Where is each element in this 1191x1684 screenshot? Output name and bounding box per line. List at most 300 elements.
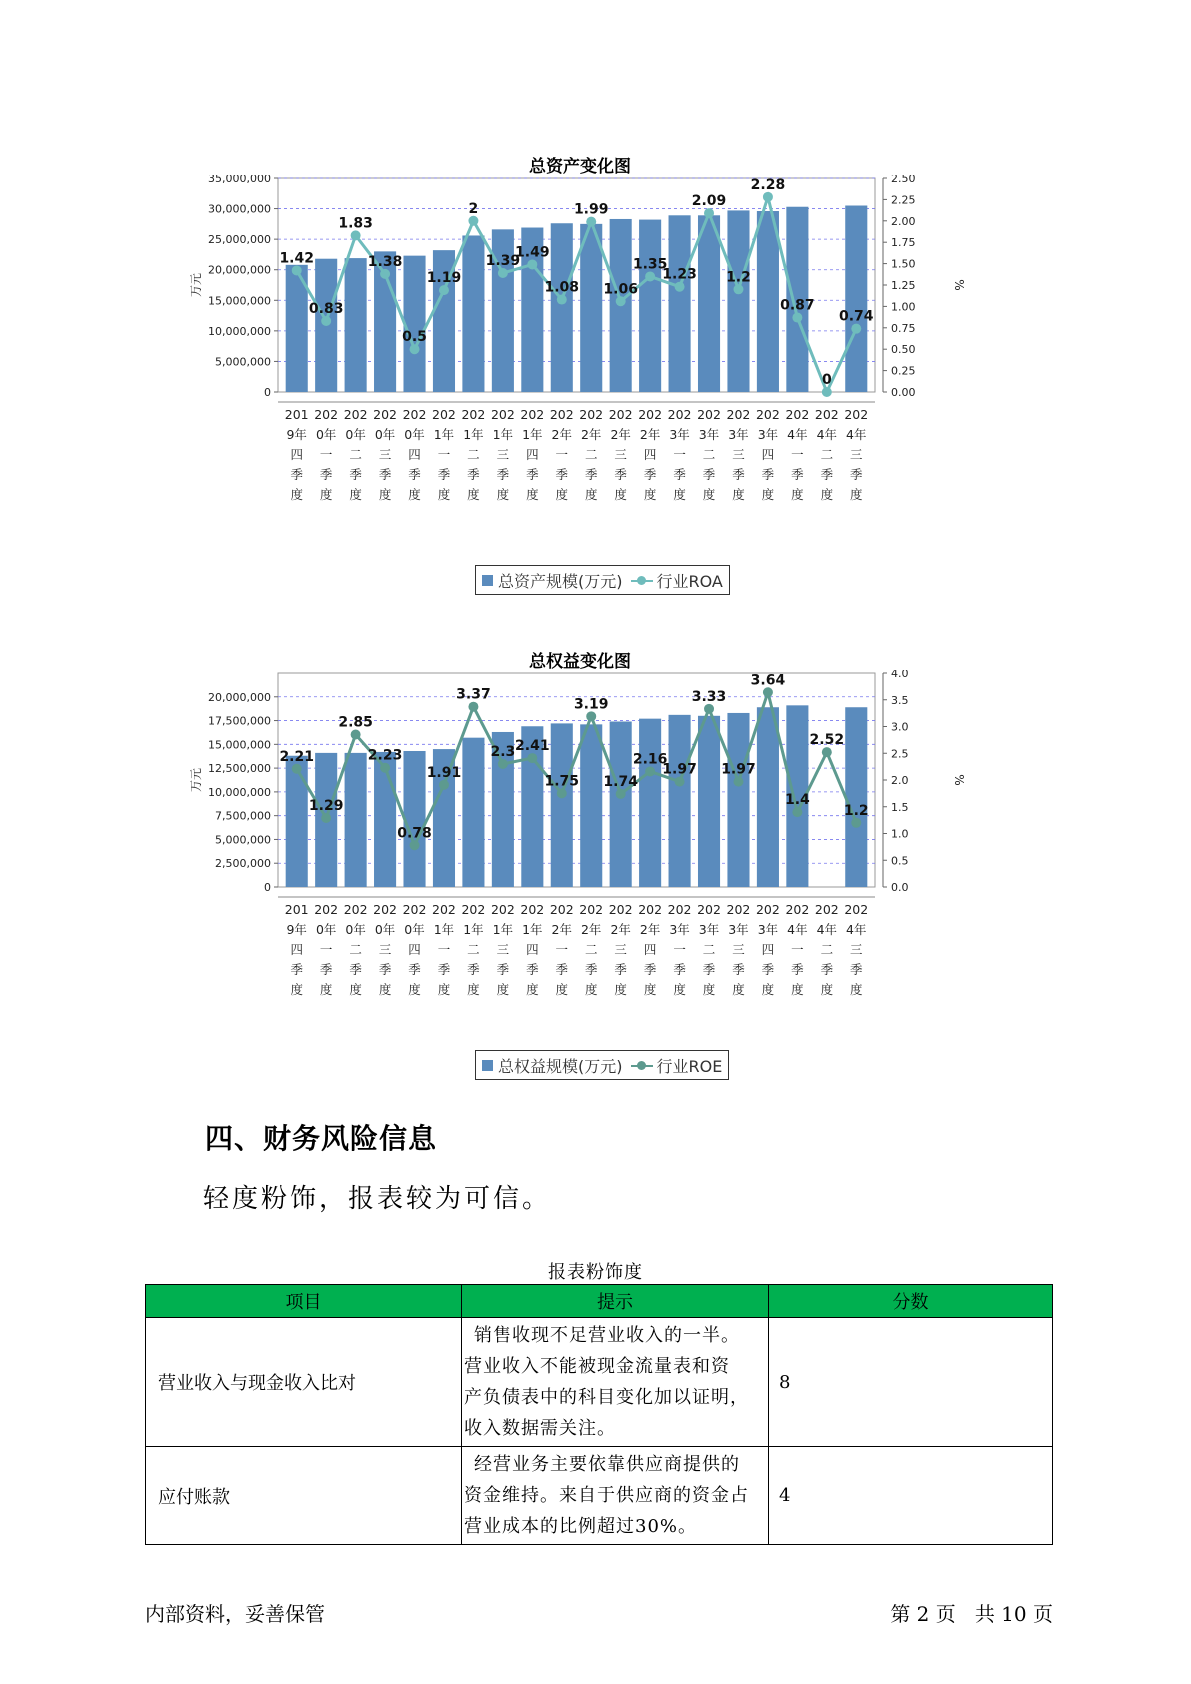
data-label: 1.23 xyxy=(662,266,697,283)
x-tick-label: 四 xyxy=(643,942,657,957)
x-tick-label: 3年 xyxy=(669,922,690,937)
data-label: 0.5 xyxy=(402,329,427,346)
risk-summary: 轻度粉饰，报表较为可信。 xyxy=(203,1184,552,1214)
x-tick-label: 202 xyxy=(697,902,721,917)
bar xyxy=(580,224,602,392)
x-tick-label: 202 xyxy=(814,407,839,422)
data-label: 3.19 xyxy=(573,696,609,713)
x-tick-label: 度 xyxy=(850,982,863,997)
x-tick-label: 度 xyxy=(437,982,451,997)
x-tick-label: 度 xyxy=(319,982,333,997)
x-tick-label: 202 xyxy=(755,407,780,422)
row-item: 应付账款 xyxy=(146,1447,462,1545)
table-header-row xyxy=(146,1285,1053,1318)
x-tick-label: 三 xyxy=(850,942,863,957)
legend-bar-swatch xyxy=(482,1060,493,1071)
data-label: 1.75 xyxy=(544,773,580,790)
x-tick-label: 度 xyxy=(378,982,392,997)
x-tick-label: 202 xyxy=(785,902,810,917)
x-tick-label: 0年 xyxy=(315,427,337,442)
x-tick-label: 3年 xyxy=(669,427,690,442)
x-tick-label: 1年 xyxy=(522,922,543,937)
x-tick-label: 202 xyxy=(314,902,339,917)
row-hint xyxy=(462,1318,769,1447)
y-tick-label: 2,500,000 xyxy=(215,857,271,871)
x-tick-label: 季 xyxy=(673,962,686,977)
x-tick-label: 季 xyxy=(761,467,775,482)
y2-tick-label: 2.50 xyxy=(891,175,916,185)
data-label: 2.52 xyxy=(809,732,845,749)
line-point xyxy=(822,747,832,757)
x-tick-label: 季 xyxy=(467,962,480,977)
risk-table xyxy=(145,1284,1053,1545)
bar xyxy=(698,716,720,887)
x-tick-label: 2年 xyxy=(580,922,602,937)
legend-line-label: 行业ROA xyxy=(656,571,723,591)
bar xyxy=(845,206,867,392)
x-tick-label: 三 xyxy=(496,942,510,957)
data-label: 2.85 xyxy=(338,714,373,731)
y-axis-title: 万元 xyxy=(189,272,203,298)
x-tick-label: 度 xyxy=(614,487,627,502)
bar xyxy=(286,756,308,887)
line-point xyxy=(586,711,596,721)
x-tick-label: 202 xyxy=(549,407,574,422)
data-label: 1.49 xyxy=(515,244,550,261)
data-label: 1.42 xyxy=(279,250,314,267)
x-tick-label: 季 xyxy=(850,467,863,482)
x-tick-label: 202 xyxy=(461,407,486,422)
line-point xyxy=(292,265,302,275)
x-tick-label: 202 xyxy=(520,407,545,422)
data-label: 1.74 xyxy=(603,773,638,790)
x-tick-label: 3年 xyxy=(757,427,779,442)
x-tick-label: 202 xyxy=(579,902,604,917)
data-label: 0.74 xyxy=(839,308,874,325)
x-tick-label: 二 xyxy=(349,447,362,462)
bar xyxy=(727,713,749,887)
y2-tick-label: 1.0 xyxy=(891,827,909,841)
x-tick-label: 四 xyxy=(526,942,539,957)
bar xyxy=(757,211,779,392)
bar xyxy=(551,723,573,887)
x-tick-label: 季 xyxy=(614,467,627,482)
line-point xyxy=(498,268,508,278)
x-tick-label: 度 xyxy=(584,487,598,502)
x-tick-label: 季 xyxy=(555,962,569,977)
data-label: 1.97 xyxy=(721,761,756,778)
x-tick-label: 季 xyxy=(378,962,392,977)
x-tick-label: 四 xyxy=(526,447,539,462)
line-point xyxy=(321,316,331,326)
x-tick-label: 0年 xyxy=(404,427,425,442)
y-tick-label: 20,000,000 xyxy=(208,263,271,277)
x-tick-label: 季 xyxy=(791,467,804,482)
line-point xyxy=(527,259,537,269)
x-tick-label: 四 xyxy=(643,447,657,462)
header-score: 分数 xyxy=(769,1285,1053,1318)
x-tick-label: 一 xyxy=(673,447,686,462)
row-hint xyxy=(462,1447,769,1545)
hint-line: 销售收现不足营业收入的一半。 xyxy=(474,1325,740,1346)
y2-tick-label: 1.25 xyxy=(891,279,916,292)
bar xyxy=(757,707,779,887)
x-tick-label: 三 xyxy=(614,447,627,462)
row-score: 8 xyxy=(769,1318,1053,1447)
y2-tick-label: 0.75 xyxy=(891,321,916,335)
x-tick-label: 二 xyxy=(584,447,598,462)
x-tick-label: 202 xyxy=(755,902,780,917)
x-tick-label: 度 xyxy=(526,982,539,997)
x-tick-label: 202 xyxy=(726,902,751,917)
x-tick-label: 202 xyxy=(490,902,515,917)
x-tick-label: 度 xyxy=(820,487,834,502)
x-tick-label: 2年 xyxy=(639,427,661,442)
x-tick-label: 度 xyxy=(496,982,510,997)
bar xyxy=(580,724,602,887)
chart-title: 总资产变化图 xyxy=(529,157,631,177)
x-tick-label: 一 xyxy=(791,942,804,957)
x-tick-label: 度 xyxy=(791,982,804,997)
data-label: 1.91 xyxy=(426,764,462,781)
x-tick-label: 一 xyxy=(319,942,333,957)
data-label: 1.35 xyxy=(632,256,668,273)
x-tick-label: 度 xyxy=(850,487,863,502)
x-tick-label: 1年 xyxy=(492,427,514,442)
x-tick-label: 202 xyxy=(314,407,339,422)
y2-tick-label: 2.5 xyxy=(891,747,909,761)
x-tick-label: 季 xyxy=(820,467,834,482)
legend-bar-label: 总权益规模(万元) xyxy=(498,1056,623,1076)
x-tick-label: 度 xyxy=(732,487,745,502)
line-point xyxy=(616,789,626,799)
bar xyxy=(669,215,691,392)
x-tick-label: 度 xyxy=(526,487,539,502)
line-point xyxy=(351,730,361,740)
data-label: 0 xyxy=(821,372,832,388)
x-tick-label: 季 xyxy=(584,962,598,977)
x-tick-label: 202 xyxy=(402,407,427,422)
x-tick-label: 202 xyxy=(608,407,633,422)
x-tick-label: 202 xyxy=(402,902,427,917)
x-tick-label: 季 xyxy=(850,962,863,977)
line-point xyxy=(733,284,743,294)
y-tick-label: 5,000,000 xyxy=(215,355,271,369)
chart-title: 总权益变化图 xyxy=(529,652,631,672)
data-label: 1.29 xyxy=(308,797,344,814)
bar xyxy=(669,715,691,887)
x-tick-label: 3年 xyxy=(698,427,720,442)
x-tick-label: 季 xyxy=(319,467,333,482)
x-tick-label: 度 xyxy=(496,487,510,502)
line-point xyxy=(645,766,655,776)
y-tick-label: 20,000,000 xyxy=(208,690,271,704)
y2-tick-label: 0.00 xyxy=(891,386,916,399)
x-tick-label: 202 xyxy=(697,407,721,422)
chart-legend xyxy=(475,1050,729,1080)
hint-line: 资金维持。来自于供应商的资金占 xyxy=(464,1485,749,1506)
x-tick-label: 度 xyxy=(614,982,627,997)
x-tick-label: 季 xyxy=(702,962,716,977)
x-tick-label: 度 xyxy=(290,487,303,502)
x-tick-label: 季 xyxy=(643,962,657,977)
line-point xyxy=(557,295,567,305)
x-tick-label: 度 xyxy=(467,487,480,502)
x-tick-label: 季 xyxy=(496,467,510,482)
x-tick-label: 202 xyxy=(814,902,839,917)
data-label: 1.83 xyxy=(338,215,373,232)
y2-tick-label: 0.5 xyxy=(891,854,909,868)
x-tick-label: 9年 xyxy=(286,427,307,442)
x-tick-label: 202 xyxy=(844,407,869,422)
data-label: 3.64 xyxy=(750,672,786,689)
total-assets-chart-svg xyxy=(170,175,1000,575)
bar xyxy=(551,223,573,392)
x-tick-label: 季 xyxy=(408,962,421,977)
x-tick-label: 1年 xyxy=(433,922,455,937)
chart-legend xyxy=(475,565,730,595)
y-tick-label: 15,000,000 xyxy=(208,294,271,308)
x-tick-label: 一 xyxy=(791,447,804,462)
x-tick-label: 季 xyxy=(526,467,539,482)
legend-bar-label: 总资产规模(万元) xyxy=(498,571,623,591)
x-tick-label: 0年 xyxy=(345,427,366,442)
x-tick-label: 季 xyxy=(467,467,480,482)
x-tick-label: 季 xyxy=(437,962,451,977)
x-tick-label: 四 xyxy=(761,942,775,957)
x-tick-label: 0年 xyxy=(374,922,396,937)
y2-tick-label: 1.75 xyxy=(891,236,916,250)
y-axis-title: 万元 xyxy=(189,767,203,793)
bar xyxy=(403,751,425,887)
data-label: 2.23 xyxy=(367,747,403,764)
data-label: 2.21 xyxy=(279,748,314,765)
x-tick-label: 二 xyxy=(702,942,716,957)
data-label: 1.2 xyxy=(726,269,751,286)
x-tick-label: 二 xyxy=(349,942,362,957)
total-equity-chart xyxy=(170,640,1000,1090)
data-label: 2.41 xyxy=(515,738,550,755)
x-tick-label: 度 xyxy=(408,487,421,502)
hint-line: 收入数据需关注。 xyxy=(464,1418,616,1439)
x-tick-label: 202 xyxy=(373,902,398,917)
bar xyxy=(610,722,632,887)
y2-tick-label: 1.5 xyxy=(891,800,909,814)
y-tick-label: 25,000,000 xyxy=(208,233,271,247)
x-tick-label: 202 xyxy=(667,407,692,422)
x-tick-label: 一 xyxy=(437,447,451,462)
line-point xyxy=(704,704,714,714)
x-tick-label: 度 xyxy=(467,982,480,997)
header-item: 项目 xyxy=(146,1285,462,1318)
line-point xyxy=(675,777,685,787)
line-point xyxy=(351,230,361,240)
line-point xyxy=(792,807,802,817)
data-label: 3.33 xyxy=(691,688,727,705)
y2-tick-label: 0.50 xyxy=(891,343,916,357)
x-tick-label: 3年 xyxy=(728,427,749,442)
x-tick-label: 度 xyxy=(673,487,686,502)
x-tick-label: 季 xyxy=(290,962,303,977)
legend-line-label: 行业ROE xyxy=(656,1056,723,1076)
x-tick-label: 一 xyxy=(437,942,451,957)
data-label: 1.06 xyxy=(603,281,638,298)
hint-line: 经营业务主要依靠供应商提供的 xyxy=(474,1454,740,1475)
bar xyxy=(727,210,749,392)
x-tick-label: 9年 xyxy=(286,922,307,937)
x-tick-label: 2年 xyxy=(551,922,573,937)
row-score: 4 xyxy=(769,1447,1053,1545)
x-tick-label: 1年 xyxy=(463,922,484,937)
x-tick-label: 4年 xyxy=(816,427,838,442)
x-tick-label: 202 xyxy=(461,902,486,917)
x-tick-label: 202 xyxy=(373,407,398,422)
line-point xyxy=(439,780,449,790)
line-point xyxy=(733,777,743,787)
data-label: 1.38 xyxy=(367,253,403,270)
x-tick-label: 季 xyxy=(496,962,510,977)
x-tick-label: 三 xyxy=(732,942,745,957)
data-label: 1.39 xyxy=(485,253,521,270)
data-label: 0.83 xyxy=(308,300,344,317)
x-tick-label: 202 xyxy=(520,902,545,917)
row-item: 营业收入与现金收入比对 xyxy=(146,1318,462,1447)
y2-tick-label: 0.25 xyxy=(891,364,916,378)
y-tick-label: 7,500,000 xyxy=(215,809,271,823)
data-label: 2 xyxy=(468,200,479,217)
y2-tick-label: 4.0 xyxy=(891,670,909,680)
line-point xyxy=(380,269,390,279)
bar xyxy=(639,719,661,887)
x-tick-label: 三 xyxy=(378,447,392,462)
x-tick-label: 2年 xyxy=(580,427,602,442)
line-point xyxy=(616,296,626,306)
x-tick-label: 201 xyxy=(284,407,309,422)
line-point xyxy=(792,313,802,323)
hint-line: 营业成本的比例超过30%。 xyxy=(464,1516,698,1537)
x-tick-label: 1年 xyxy=(433,427,455,442)
x-tick-label: 2年 xyxy=(610,922,631,937)
hint-line: 产负债表中的科目变化加以证明， xyxy=(464,1387,749,1408)
line-point xyxy=(468,702,478,712)
data-label: 2.3 xyxy=(490,743,516,760)
x-tick-label: 3年 xyxy=(757,922,779,937)
x-tick-label: 季 xyxy=(349,467,362,482)
legend-line-swatch xyxy=(631,575,653,586)
x-tick-label: 1年 xyxy=(522,427,543,442)
x-tick-label: 2年 xyxy=(551,427,573,442)
y-tick-label: 12,500,000 xyxy=(208,762,271,776)
x-tick-label: 度 xyxy=(820,982,834,997)
x-tick-label: 季 xyxy=(437,467,451,482)
legend-bar-swatch xyxy=(482,575,493,586)
data-label: 2.09 xyxy=(691,193,727,210)
x-tick-label: 季 xyxy=(584,467,598,482)
line-point xyxy=(380,763,390,773)
x-tick-label: 3年 xyxy=(698,922,720,937)
x-tick-label: 度 xyxy=(761,487,775,502)
table-caption: 报表粉饰度 xyxy=(548,1262,643,1283)
x-tick-label: 三 xyxy=(614,942,627,957)
x-tick-label: 四 xyxy=(408,447,421,462)
data-label: 1.19 xyxy=(426,270,462,287)
line-point xyxy=(410,344,420,354)
bar xyxy=(345,258,367,392)
y-tick-label: 17,500,000 xyxy=(208,714,271,728)
x-tick-label: 二 xyxy=(820,942,834,957)
data-label: 0.78 xyxy=(397,825,432,842)
line-point xyxy=(468,216,478,226)
x-tick-label: 度 xyxy=(290,982,303,997)
x-tick-label: 度 xyxy=(673,982,686,997)
line-point xyxy=(557,788,567,798)
x-tick-label: 度 xyxy=(643,487,657,502)
bar xyxy=(698,215,720,392)
x-tick-label: 季 xyxy=(408,467,421,482)
data-label: 2.28 xyxy=(750,176,786,193)
x-tick-label: 202 xyxy=(608,902,633,917)
line-point xyxy=(292,764,302,774)
x-tick-label: 季 xyxy=(643,467,657,482)
bar xyxy=(639,220,661,392)
x-tick-label: 季 xyxy=(290,467,303,482)
x-tick-label: 三 xyxy=(496,447,510,462)
x-tick-label: 四 xyxy=(290,942,303,957)
line-point xyxy=(645,271,655,281)
data-label: 1.4 xyxy=(784,792,810,809)
x-tick-label: 三 xyxy=(850,447,863,462)
x-tick-label: 度 xyxy=(555,487,569,502)
footer-page-number: 第 2 页 共 10 页 xyxy=(890,1602,1053,1626)
x-tick-label: 季 xyxy=(791,962,804,977)
y-tick-label: 10,000,000 xyxy=(208,324,271,338)
bar xyxy=(345,753,367,887)
bar xyxy=(403,256,425,392)
total-assets-chart xyxy=(170,145,1000,595)
x-tick-label: 一 xyxy=(673,942,686,957)
y2-tick-label: 2.0 xyxy=(891,774,909,787)
x-tick-label: 202 xyxy=(432,407,456,422)
data-label: 1.97 xyxy=(662,761,697,778)
line-point xyxy=(822,387,832,397)
x-tick-label: 202 xyxy=(343,902,368,917)
x-tick-label: 度 xyxy=(437,487,451,502)
line-point xyxy=(410,840,420,850)
x-tick-label: 1年 xyxy=(492,922,514,937)
x-tick-label: 二 xyxy=(584,942,598,957)
x-tick-label: 季 xyxy=(761,962,775,977)
x-tick-label: 202 xyxy=(667,902,692,917)
data-label: 1.08 xyxy=(544,279,580,296)
bar xyxy=(462,738,484,887)
x-tick-label: 季 xyxy=(349,962,362,977)
x-tick-label: 0年 xyxy=(374,427,396,442)
y2-tick-label: 0.0 xyxy=(891,881,909,894)
line-point xyxy=(586,217,596,227)
y-tick-label: 5,000,000 xyxy=(215,833,271,847)
x-tick-label: 202 xyxy=(726,407,751,422)
line-point xyxy=(439,285,449,295)
y2-tick-label: 3.5 xyxy=(891,693,909,707)
hint-line: 营业收入不能被现金流量表和资 xyxy=(464,1356,730,1377)
x-tick-label: 4年 xyxy=(816,922,838,937)
line-point xyxy=(527,753,537,763)
table-row xyxy=(146,1447,1053,1545)
x-tick-label: 度 xyxy=(643,982,657,997)
y2-tick-label: 2.00 xyxy=(891,214,916,228)
x-tick-label: 季 xyxy=(555,467,569,482)
line-point xyxy=(851,818,861,828)
